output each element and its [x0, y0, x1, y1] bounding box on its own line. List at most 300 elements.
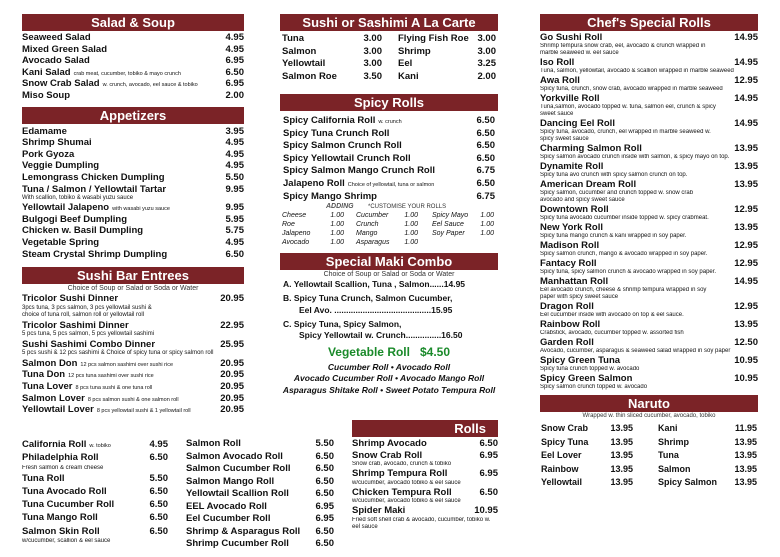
- menu-item-name: Salmon Mango Roll: [186, 475, 275, 487]
- menu-item-price: 14.95: [734, 57, 758, 68]
- sushi-bar-header: Sushi Bar Entrees: [22, 267, 244, 284]
- chef-item-desc: Spicy tuna avo crunch with spicy salmon crunch on top.: [540, 172, 688, 178]
- menu-item-name: Steam Crystal Shrimp Dumpling: [22, 248, 168, 260]
- menu-item-price: 6.95: [315, 513, 334, 524]
- menu-item-row: [186, 438, 334, 451]
- menu-item-price: 6.50: [225, 66, 244, 78]
- menu-item-row: [22, 78, 244, 90]
- menu-item-name: Shrimp Cucumber Roll: [186, 538, 289, 549]
- menu-item-name: Tuna Don 12 pcs tuna sashimi over sushi rice: [22, 369, 154, 381]
- menu-item-price: 4.95: [149, 439, 168, 450]
- menu-item-price: 6.50: [476, 127, 495, 139]
- menu-item-row: [22, 44, 244, 56]
- menu-item-name: Tuna / Salmon / Yellowtail Tartar: [22, 183, 167, 195]
- menu-item-row: [658, 476, 757, 490]
- menu-item-name: Madison Roll: [540, 240, 600, 251]
- menu-item-row: [540, 93, 758, 104]
- menu-item-name: Manhattan Roll: [540, 276, 609, 287]
- chef-item-desc: Tuna,salmon, avocado topped w. tuna, salmon eel, crunch & spicy: [540, 104, 716, 110]
- menu-item-price: 12.95: [734, 258, 758, 269]
- menu-item-name: Dragon Roll: [540, 301, 594, 312]
- menu-item-row: [22, 149, 244, 161]
- combo-b-line2: Eel Avo. .........................................15.95: [299, 304, 453, 315]
- menu-item-name: Philadelphia Roll: [22, 452, 99, 464]
- adding-option-price: 1.00: [404, 238, 418, 246]
- menu-item-price: 6.50: [315, 538, 334, 549]
- menu-item-row: [398, 58, 496, 71]
- menu-item-price: 13.95: [734, 222, 758, 233]
- menu-item-row: [352, 487, 498, 499]
- menu-item-name: Vegetable Spring: [22, 236, 100, 248]
- roll-desc: Fried soft shell crab & avocado, cucumber, tobiko w. eel sauce: [352, 516, 491, 530]
- menu-item-row: [22, 202, 244, 214]
- combo-c-line2: Spicy Yellowtail w. Crunch...............16.50: [299, 330, 463, 341]
- menu-item-row: [283, 128, 495, 141]
- chef-item-desc: Shrimp tempura snow crab, eel, avocado & crunch wrapped in: [540, 43, 706, 49]
- menu-item-row: [22, 451, 168, 464]
- menu-item-row: [186, 476, 334, 489]
- entree-desc-line: choice of tuna roll, salmon roll or yellowtail roll: [22, 312, 145, 319]
- menu-item-desc: Choice of yellowtail, tuna or salmon: [347, 181, 435, 188]
- menu-item-name: Yorkville Roll: [540, 93, 600, 104]
- adding-option-name: Mango: [356, 229, 378, 237]
- menu-item-desc: 8 pcs yellowtail sushi & 1 yellowtail roll: [96, 408, 191, 415]
- menu-item-desc: w. tobiko: [89, 443, 111, 449]
- menu-item-price: 3.00: [477, 33, 496, 44]
- chef-item-desc: Spicy tuna avocado cucumber inside topped w. spicy crabmeat.: [540, 215, 709, 221]
- menu-item-row: [282, 71, 382, 84]
- menu-item-name: Spicy Salmon Mango Crunch Roll: [283, 165, 436, 177]
- chef-item-desc: Spicy salmon avocado crunch inside with salmon, & spicy mayo on top.: [540, 154, 730, 160]
- menu-item-row: [186, 513, 334, 526]
- menu-item-price: 2.00: [225, 89, 244, 101]
- menu-item-name: Yellowtail Scallion Roll: [186, 488, 289, 499]
- menu-item-name: Spicy Tuna: [541, 436, 589, 447]
- appetizers-list: [22, 126, 244, 196]
- chef-item-desc: Crabstick, avocado, cucumber topped w. assorted fish: [540, 330, 684, 336]
- menu-item-price: 3.00: [363, 45, 382, 57]
- menu-item-name: Spicy California Roll w. crunch: [283, 115, 402, 126]
- menu-item-price: 6.50: [315, 488, 334, 499]
- menu-item-row: [352, 438, 498, 450]
- menu-item-price: 13.95: [734, 436, 757, 447]
- menu-item-price: 6.50: [476, 140, 495, 152]
- menu-item-name: Spicy Salmon Crunch Roll: [283, 140, 402, 152]
- menu-item-price: 20.95: [220, 369, 244, 381]
- menu-item-price: 11.95: [734, 423, 757, 433]
- menu-item-price: 6.50: [149, 452, 168, 464]
- menu-item-price: 20.95: [220, 404, 244, 416]
- adding-option-name: Spicy Mayo: [432, 212, 469, 220]
- combo-c-line1: C. Spicy Tuna, Spicy Salmon,: [283, 319, 402, 330]
- a-la-carte-grid: [280, 33, 498, 83]
- chef-item-desc: Spicy tuna, avocado, crunch, eel wrapped in marble seaweed w.: [540, 129, 711, 135]
- menu-item-price: 4.95: [225, 236, 244, 248]
- rolls-header: [352, 420, 498, 437]
- adding-option-name: Crunch: [356, 220, 379, 228]
- menu-item-price: 4.95: [225, 32, 244, 43]
- menu-item-row: [22, 393, 244, 405]
- menu-item-row: [540, 204, 758, 215]
- menu-item-price: 6.50: [476, 177, 495, 189]
- chef-item-desc: spicy sweet sauce: [540, 136, 589, 142]
- chef-item-desc: Spicy salmon, cucumber and crunch topped w. snow crab: [540, 190, 694, 196]
- menu-item-row: [540, 222, 758, 233]
- menu-item-row: [540, 355, 758, 366]
- entree-desc-line: 3pcs tuna, 3 pcs salmon, 3 pcs yellowtail sushi &: [22, 304, 152, 311]
- menu-item-row: [352, 450, 498, 462]
- menu-item-row: [352, 505, 498, 517]
- menu-item-price: 20.95: [220, 293, 244, 305]
- menu-item-name: Tuna Lover 8 pcs tuna sushi & one tuna roll: [22, 381, 153, 393]
- menu-item-row: [22, 32, 244, 44]
- menu-item-row: [22, 126, 244, 138]
- menu-item-name: Salmon: [658, 463, 691, 474]
- menu-item-row: [22, 320, 244, 332]
- menu-item-name: Mixed Green Salad: [22, 43, 108, 55]
- menu-item-price: 20.95: [220, 381, 244, 393]
- menu-item-name: Spicy Tuna Crunch Roll: [283, 127, 390, 139]
- menu-item-price: 6.50: [149, 512, 168, 524]
- menu-item-name: Veggie Dumpling: [22, 160, 100, 172]
- menu-item-name: Awa Roll: [540, 75, 580, 86]
- chef-item-desc: Eel avocado crunch, cheese & shrimp tempura wrapped in soy: [540, 287, 707, 293]
- menu-item-name: Spicy Mango Shrimp: [283, 190, 377, 202]
- adding-option-price: 1.00: [404, 220, 418, 228]
- menu-item-name: Salmon Roll: [186, 438, 241, 449]
- menu-item-row: [540, 161, 758, 172]
- menu-item-row: [22, 525, 168, 538]
- menu-item-name: Tuna Mango Roll: [22, 512, 98, 524]
- menu-item-row: [540, 57, 758, 68]
- menu-item-price: 4.95: [225, 137, 244, 149]
- vegetable-roll-price: $4.50: [420, 344, 451, 359]
- roll-desc: Snow crab, avocado, crunch & tobiko: [352, 461, 452, 468]
- menu-item-price: 6.95: [225, 55, 244, 67]
- menu-item-name: Edamame: [22, 125, 67, 137]
- chef-item-desc: marble seaweed w. eel sauce: [540, 50, 619, 56]
- menu-item-price: 4.95: [225, 43, 244, 55]
- menu-item-name: Dancing Eel Roll: [540, 118, 615, 129]
- rolls-column-2: [186, 438, 334, 551]
- chef-item-desc: Spicy salmon crunch, mango & avocado wrapped in soy paper.: [540, 251, 708, 257]
- menu-item-price: 13.95: [734, 161, 758, 172]
- menu-item-row: [540, 75, 758, 86]
- menu-item-name: Pork Gyoza: [22, 148, 75, 160]
- menu-item-name: Yellowtail Lover 8 pcs yellowtail sushi & 1 yellowtail roll: [22, 404, 191, 416]
- menu-item-name: Spicy Green Tuna: [540, 355, 621, 366]
- menu-item-name: Shrimp: [658, 436, 690, 447]
- menu-item-name: Kani Salad crab meat, cucumber, tobiko & mayo crunch: [22, 66, 181, 78]
- menu-item-name: California Roll w. tobiko: [22, 439, 111, 450]
- menu-item-name: Rainbow: [541, 463, 579, 474]
- menu-item-name: Eel Cucumber Roll: [186, 513, 271, 524]
- menu-item-row: [540, 337, 758, 348]
- menu-item-row: [22, 67, 244, 79]
- menu-item-price: 6.95: [479, 449, 498, 461]
- menu-item-name: Avocado Salad: [22, 55, 90, 67]
- menu-item-row: [186, 501, 334, 514]
- menu-item-row: [541, 449, 633, 463]
- menu-item-price: 13.95: [734, 477, 757, 488]
- chefs-special-header: Chef's Special Rolls: [540, 14, 758, 31]
- menu-item-name: Yellowtail: [282, 58, 326, 69]
- sushi-bar-dons-list: [22, 358, 244, 416]
- menu-item-name: Jalapeno Roll Choice of yellowtail, tuna or salmon: [283, 177, 435, 189]
- adding-option-price: 1.00: [404, 229, 418, 237]
- chef-item-desc: Spicy tuna crunch topped w. avocado: [540, 366, 640, 372]
- menu-item-name: Eel Lover: [541, 450, 582, 461]
- menu-item-row: [283, 165, 495, 178]
- menu-item-price: 6.50: [479, 438, 498, 449]
- menu-item-desc: with wasabi yuzu sauce: [112, 206, 170, 213]
- menu-item-row: [22, 225, 244, 237]
- menu-item-price: 6.50: [225, 248, 244, 260]
- adding-option-price: 1.00: [480, 220, 494, 228]
- menu-item-price: 4.95: [225, 148, 244, 160]
- adding-option-name: Soy Paper: [432, 229, 465, 237]
- vegetable-roll-title: [280, 345, 498, 360]
- menu-item-price: 3.00: [363, 58, 382, 69]
- menu-item-name: Shrimp Shumai: [22, 137, 92, 149]
- chef-item-desc: Spicy tuna, spicy salmon crunch & avocado wrapped in soy paper.: [540, 269, 717, 275]
- menu-item-price: 14.95: [734, 276, 758, 287]
- vegetable-roll-list: [280, 362, 498, 397]
- menu-item-price: 13.95: [734, 143, 758, 154]
- menu-item-name: Seaweed Salad: [22, 32, 91, 43]
- menu-item-row: [22, 485, 168, 498]
- menu-item-row: [22, 184, 244, 196]
- menu-item-row: [22, 55, 244, 67]
- menu-item-row: [541, 422, 633, 436]
- menu-item-name: Rainbow Roll: [540, 319, 601, 330]
- menu-item-name: EEL Avocado Roll: [186, 500, 267, 512]
- menu-item-price: 13.95: [610, 477, 633, 488]
- menu-item-name: Sushi Sashimi Combo Dinner: [22, 338, 156, 350]
- menu-item-name: New York Roll: [540, 222, 603, 233]
- menu-item-row: [282, 46, 382, 59]
- naruto-note: Wrapped w. thin sliced cucumber, avocado, tobiko: [582, 413, 716, 419]
- menu-item-price: 14.95: [734, 118, 758, 129]
- chef-item-desc: Avocado, cucumber, asparagus & seaweed salad wrapped in soy paper: [540, 348, 731, 354]
- menu-item-name: Go Sushi Roll: [540, 32, 603, 43]
- menu-item-name: Yellowtail: [541, 477, 583, 488]
- menu-item-row: [658, 463, 757, 477]
- menu-item-row: [658, 436, 757, 450]
- menu-item-row: [283, 140, 495, 153]
- menu-item-price: 4.95: [225, 160, 244, 172]
- menu-item-row: [283, 191, 495, 204]
- menu-item-name: Salmon Skin Roll: [22, 525, 100, 537]
- chef-item-desc: Spicy tuna mango crunch & kani wrapped in soy paper.: [540, 233, 687, 239]
- adding-option-name: Cheese: [282, 212, 307, 220]
- menu-item-row: [22, 339, 244, 351]
- menu-item-name: Tuna Avocado Roll: [22, 485, 107, 497]
- menu-item-row: [22, 214, 244, 226]
- menu-item-name: Salmon: [282, 45, 317, 57]
- menu-item-row: [398, 46, 496, 59]
- menu-item-price: 22.95: [220, 319, 244, 331]
- menu-item-price: 6.50: [149, 499, 168, 511]
- menu-item-price: 5.75: [225, 225, 244, 237]
- menu-item-name: Bulgogi Beef Dumpling: [22, 213, 128, 225]
- combo-b-line1: B. Spicy Tuna Crunch, Salmon Cucumber,: [283, 293, 453, 304]
- menu-item-price: 3.95: [225, 125, 244, 137]
- menu-item-name: Iso Roll: [540, 57, 575, 68]
- menu-item-name: Lemongrass Chicken Dumpling: [22, 171, 165, 183]
- menu-item-price: 12.95: [734, 301, 758, 312]
- menu-item-price: 9.95: [225, 183, 244, 195]
- menu-item-row: [540, 301, 758, 312]
- menu-item-row: [186, 538, 334, 551]
- naruto-grid: [540, 421, 758, 491]
- menu-item-name: American Dream Roll: [540, 179, 637, 190]
- rolls-section: [22, 420, 498, 557]
- menu-item-price: 3.00: [363, 33, 382, 44]
- menu-item-row: [282, 33, 382, 46]
- menu-item-row: [22, 90, 244, 102]
- appetizers-list-2: [22, 202, 244, 260]
- menu-item-name: Salmon Roe: [282, 70, 337, 82]
- menu-item-row: [22, 498, 168, 511]
- menu-item-row: [22, 381, 244, 393]
- adding-option-name: Cucumber: [356, 212, 389, 220]
- menu-item-name: Downtown Roll: [540, 204, 609, 215]
- menu-item-row: [186, 488, 334, 501]
- rolls-title: Rolls: [454, 421, 486, 436]
- menu-item-row: [658, 422, 757, 436]
- menu-item-price: 6.50: [315, 463, 334, 474]
- chef-item-desc: sweet sauce: [540, 111, 574, 117]
- adding-label: ADDING: [326, 203, 354, 211]
- menu-item-desc: crab meat, cucumber, tobiko & mayo crunch: [73, 70, 181, 77]
- menu-item-row: [22, 137, 244, 149]
- chef-item-desc: paper with spicy sweet sauce: [540, 294, 619, 300]
- menu-item-row: [283, 115, 495, 128]
- menu-item-name: Snow Crab Roll: [352, 449, 423, 461]
- menu-item-row: [658, 449, 757, 463]
- menu-item-price: 5.50: [225, 171, 244, 183]
- menu-item-name: Salmon Lover 8 pcs salmon sushi & one salmon roll: [22, 392, 179, 404]
- menu-item-name: Shrimp Tempura Roll: [352, 468, 448, 480]
- chef-item-desc: avocado and spicy sweet sauce: [540, 197, 625, 203]
- chef-item-desc: Tuna, salmon, yellowtail, avocado & scallion wrapped in marble seaweed: [540, 68, 734, 74]
- menu-item-name: Garden Roll: [540, 337, 594, 348]
- menu-item-name: Snow Crab: [541, 423, 589, 433]
- maki-combo-header: Special Maki Combo: [280, 253, 498, 270]
- menu-item-name: Tricolor Sashimi Dinner: [22, 319, 129, 331]
- menu-item-price: 5.95: [225, 213, 244, 225]
- menu-item-row: [22, 237, 244, 249]
- menu-item-row: [540, 373, 758, 384]
- menu-item-row: [541, 436, 633, 450]
- menu-item-price: 5.50: [315, 438, 334, 449]
- menu-item-price: 12.95: [734, 75, 758, 86]
- vegetable-roll-line: Asparagus Shitake Roll • Sweet Potato Tempura Roll: [282, 384, 496, 395]
- chef-item-desc: Spicy tuna, crunch, snow crab, avocado wrapped in marble seaweed: [540, 86, 723, 92]
- menu-item-price: 12.50: [734, 337, 758, 348]
- roll-desc: w/cucumber, scallion & eel sauce: [22, 538, 111, 545]
- menu-item-name: Charming Salmon Roll: [540, 143, 642, 154]
- menu-item-row: [540, 240, 758, 251]
- menu-item-row: [282, 58, 382, 71]
- adding-option-price: 1.00: [330, 238, 344, 246]
- adding-option-price: 1.00: [404, 212, 418, 220]
- menu-item-desc: 12 pcs salmon sashimi over sushi rice: [80, 361, 174, 368]
- tartar-note: With scallion, tobiko & wasabi yuzu sauce: [22, 195, 134, 202]
- adding-option-price: 1.00: [480, 212, 494, 220]
- menu-item-price: 13.95: [734, 319, 758, 330]
- menu-item-row: [283, 178, 495, 191]
- menu-item-price: 14.95: [734, 32, 758, 43]
- vegetable-roll-line: Cucumber Roll • Avocado Roll: [327, 361, 451, 372]
- menu-item-price: 6.75: [476, 165, 495, 177]
- chefs-special-list: [540, 32, 758, 391]
- column-right: [540, 0, 758, 557]
- menu-item-name: Yellowtail Jalapeno with wasabi yuzu sauce: [22, 202, 170, 214]
- menu-item-name: Spider Maki: [352, 505, 406, 517]
- menu-item-row: [540, 319, 758, 330]
- menu-item-price: 13.95: [734, 450, 757, 461]
- chef-item-desc: Spicy salmon crunch topped w. avocado: [540, 384, 648, 390]
- menu-item-name: Tuna: [282, 33, 304, 44]
- menu-item-name: Kani: [398, 70, 419, 82]
- menu-item-price: 6.50: [149, 525, 168, 537]
- menu-item-price: 10.95: [734, 355, 758, 366]
- menu-item-desc: 8 pcs salmon sushi & one salmon roll: [87, 396, 179, 403]
- salad-soup-list: [22, 32, 244, 102]
- menu-item-name: Eel: [398, 58, 413, 69]
- menu-item-desc: 12 pcs tuna sashimi over sushi rice: [68, 373, 154, 380]
- roll-desc: w/cucumber, avocado tobiko & eel sauce: [352, 498, 461, 505]
- menu-item-price: 20.95: [220, 392, 244, 404]
- sushi-bar-entrees-list: [22, 293, 244, 358]
- menu-item-row: [22, 172, 244, 184]
- menu-item-name: Tuna Roll: [22, 472, 65, 484]
- menu-item-price: 9.95: [225, 202, 244, 214]
- menu-item-price: 12.95: [734, 204, 758, 215]
- menu-item-row: [186, 451, 334, 464]
- menu-item-row: [540, 258, 758, 269]
- menu-item-name: Kani: [658, 423, 678, 433]
- menu-item-price: 3.00: [477, 45, 496, 57]
- menu-item-price: 13.95: [610, 436, 633, 447]
- menu-item-price: 6.50: [315, 450, 334, 462]
- adding-option-price: 1.00: [330, 212, 344, 220]
- menu-item-name: Snow Crab Salad w. crunch, avocado, eel sauce & tobiko: [22, 78, 198, 90]
- menu-item-name: Shrimp & Asparagus Roll: [186, 525, 301, 537]
- menu-item-name: Dynamite Roll: [540, 161, 604, 172]
- adding-note: *CUSTOMISE YOUR ROLLS: [368, 204, 447, 211]
- menu-item-row: [186, 463, 334, 476]
- menu-item-row: [541, 476, 633, 490]
- menu-item-row: [398, 71, 496, 84]
- menu-item-row: [22, 160, 244, 172]
- menu-item-price: 25.95: [220, 338, 244, 350]
- menu-item-price: 6.95: [315, 500, 334, 512]
- menu-item-desc: w. crunch, avocado, eel sauce & tobiko: [102, 82, 198, 89]
- adding-option-price: 1.00: [330, 220, 344, 228]
- menu-item-price: 6.95: [225, 78, 244, 90]
- menu-item-row: [186, 526, 334, 539]
- roll-desc: Fresh salmon & cream cheese: [22, 464, 104, 471]
- menu-item-price: 13.95: [610, 450, 633, 461]
- menu-item-name: Spicy Salmon: [658, 477, 718, 488]
- menu-item-name: Miso Soup: [22, 89, 71, 101]
- vegetable-roll-line: Avocado Cucumber Roll • Avocado Mango Roll: [293, 373, 485, 384]
- adding-option-name: Asparagus: [356, 238, 390, 246]
- spicy-rolls-list: [280, 115, 498, 203]
